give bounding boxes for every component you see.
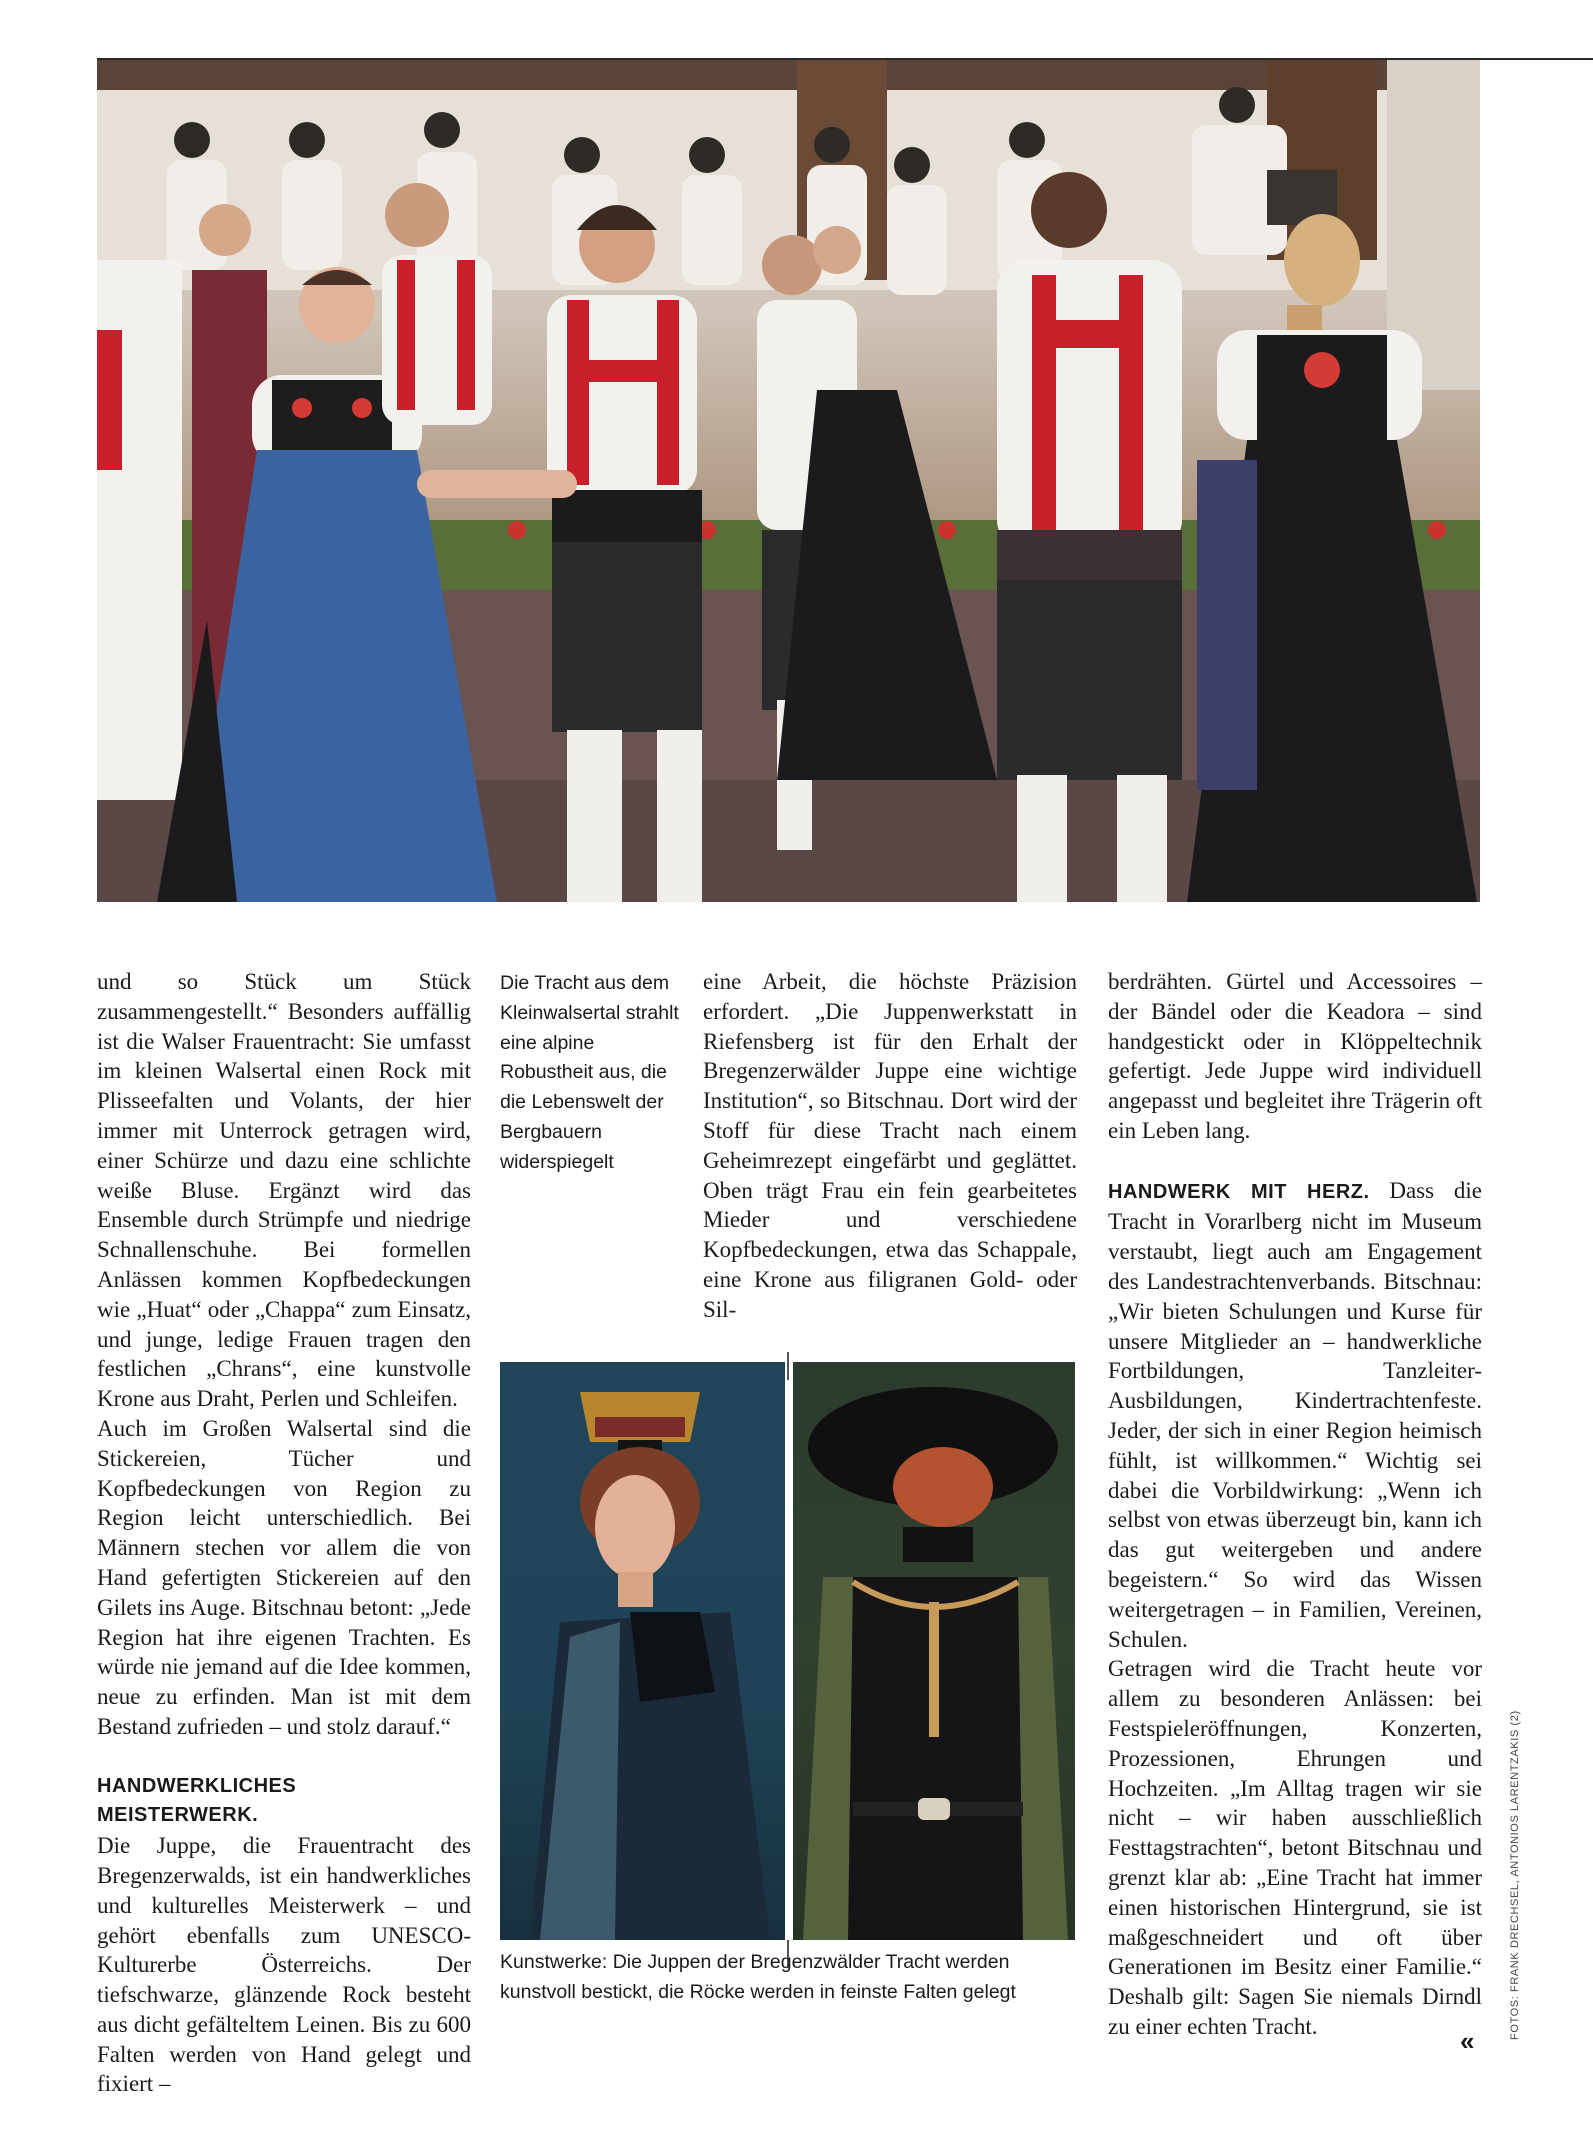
section-heading: HANDWERKLICHES MEISTERWERK.	[97, 1774, 297, 1827]
hero-photo-folk-dancers	[97, 60, 1480, 902]
pull-quote: Die Tracht aus dem Kleinwalsertal strahlt eine alpine Robustheit aus, die die Lebenswelt der Bergbauern widerspiegelt	[500, 972, 679, 1173]
section-heading: HANDWERK MIT HERZ.	[1108, 1180, 1370, 1203]
photo-woman-hat-back	[793, 1362, 1075, 1940]
article-column-3	[703, 967, 1077, 1325]
article-paragraph: und so Stück um Stück zusammengestellt.“ Besonders auffällig ist die Walser Frauentracht: Sie umfasst im kleinen Walsertal einen Rock mit Plisseefalten und Volants, der hier immer mit Unterrock getragen wird, einer Schürze und dazu eine schlichte weiße Bluse. Ergänzt wird das Ensemble durch Strümpfe und niedrige Schnallenschuhe. Bei formellen Anlässen kommen Kopfbedeckungen wie „Huat“ oder „Chappa“ zum Einsatz, und junge, ledige Frauen tragen den festlichen „Chrans“, eine kunstvolle Krone aus Draht, Perlen und Schleifen.	[97, 969, 471, 1412]
end-mark: «	[1460, 2026, 1475, 2056]
article-paragraph: Die Juppe, die Frauentracht des Bregenzerwalds, ist ein handwerkliches und kulturelles Meisterwerk – und gehört ebenfalls zum UNESCO-Kulturerbe Österreichs. Der tiefschwarze, glänzende Rock besteht aus dicht gefälteltem Leinen. Bis zu 600 Falten werden von Hand gelegt und fixiert –	[97, 1833, 471, 2097]
article-column-1	[97, 967, 471, 2099]
article-paragraph: Auch im Großen Walsertal sind die Stickereien, Tücher und Kopfbedeckungen von Region zu Region leicht unterschiedlich. Bei Männern stechen vor allem die von Hand gefertigten Stickereien auf den Gilets ins Auge. Bitschnau betont: „Jede Region hat ihre eigenen Trachten. Es würde nie jemand auf die Idee kommen, neue zu erfinden. Man ist mit dem Bestand zufrieden – und stolz darauf.“	[97, 1415, 471, 1739]
photo-woman-crown	[500, 1362, 785, 1940]
article-column-4	[1108, 967, 1482, 2042]
article-paragraph: eine Arbeit, die höchste Präzision erfordert. „Die Juppenwerkstatt in Riefensberg ist für den Erhalt der Bregenzerwälder Juppe eine wichtige Institution“, so Bitschnau. Dort wird der Stoff für diese Tracht nach einem Geheimrezept eingefärbt und geglättet. Oben trägt Frau ein fein gearbeitetes Mieder und verschiedene Kopfbedeckungen, etwa das Schappale, eine Krone aus filigranen Gold- oder Sil-	[703, 969, 1077, 1322]
photo-caption: Kunstwerke: Die Juppen der Bregenzwälder Tracht werden kunstvoll bestickt, die Röcke werden in feinste Falten gelegt	[500, 1951, 1016, 2003]
photo-credit: FOTOS: FRANK DRECHSEL, ANTONIOS LARENTZAKIS (2)	[1509, 1710, 1521, 2040]
article-paragraph: Dass die Tracht in Vorarlberg nicht im Museum verstaubt, liegt auch am Engagement des Landestrachtenverbands. Bitschnau: „Wir bieten Schulungen und Kurse für unsere Mitglieder an – handwerkliche Fortbildungen, Tanzleiter-Ausbildungen, Kindertrachtenfeste. Jeder, der sich in einer Region heimisch fühlt, ist willkommen.“ Wichtig sei dabei die Vorbildwirkung: „Wenn ich selbst von etwas überzeugt bin, kann ich das gut weitergeben und andere begeistern.“ So wird das Wissen weitergetragen – in Familien, Vereinen, Schulen.	[1108, 1177, 1482, 1652]
article-paragraph: Getragen wird die Tracht heute vor allem zu besonderen Anlässen: bei Festspieleröffnungen, Konzerten, Prozessionen, Ehrungen und Hochzeiten. „Im Alltag tragen wir sie nicht – wir haben ausschließlich Festtagstrachten“, betont Bitschnau und grenzt klar ab: „Eine Tracht hat immer einen historischen Hintergrund, sie ist maßgeschneidert und oft über Generationen im Besitz einer Familie.“ Deshalb gilt: Sagen Sie niemals Dirndl zu einer echten Tracht.	[1108, 1656, 1482, 2039]
article-paragraph: berdrähten. Gürtel und Accessoires – der Bändel oder die Keadora – sind handgestickt oder in Klöppeltechnik gefertigt. Jede Juppe wird individuell angepasst und begleitet ihre Trägerin oft ein Leben lang.	[1108, 969, 1482, 1143]
photo-divider	[787, 1352, 789, 1380]
